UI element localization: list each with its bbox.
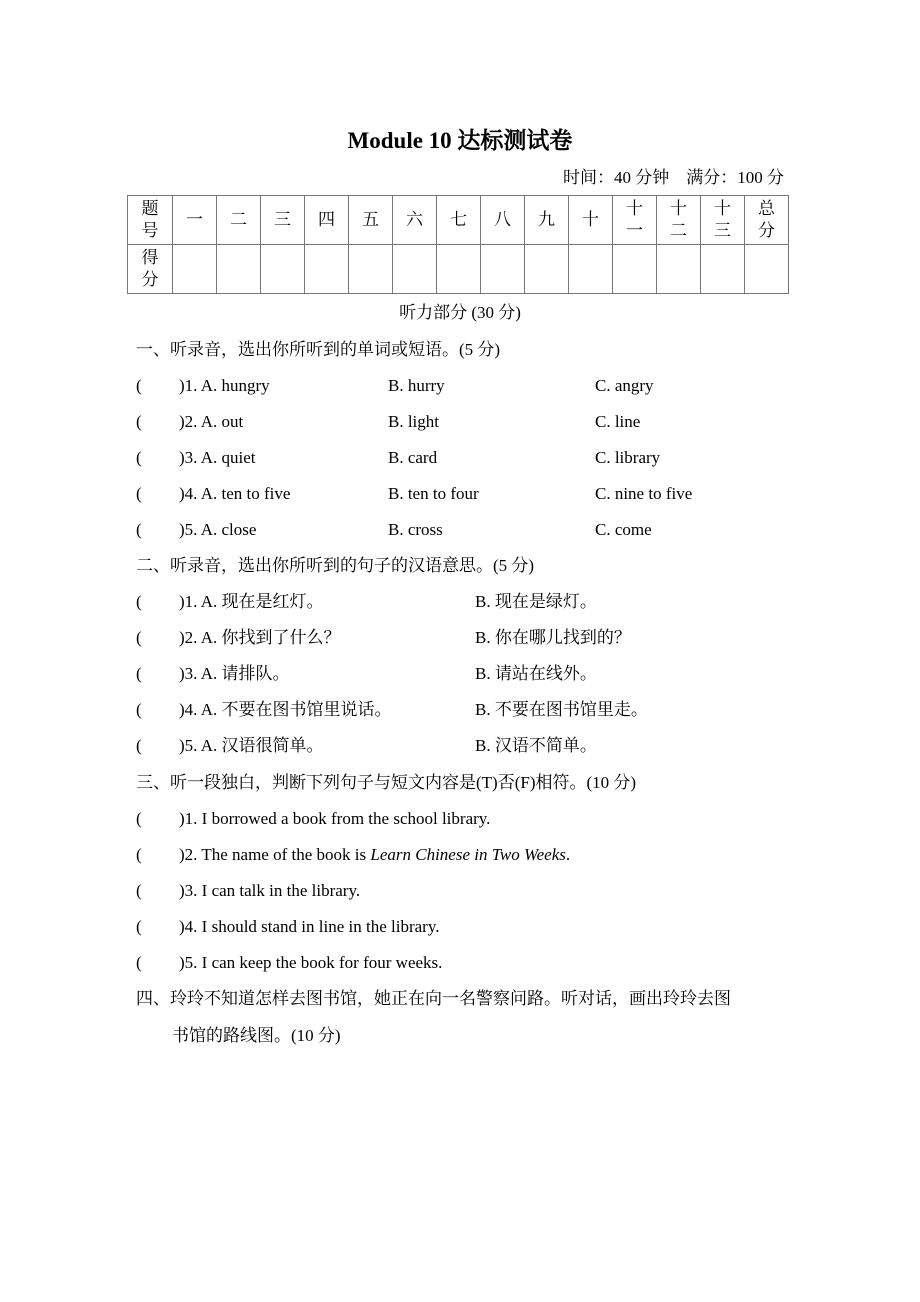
row-header: 题号 [128,196,173,245]
statement-text: )4. I should stand in line in the library. [179,917,440,936]
option-a: )4. A. 不要在图书馆里说话。 [179,700,392,719]
option-a: )4. A. ten to five [179,484,291,503]
statement [179,809,490,829]
statement-text: )2. The name of the book is [179,845,371,864]
option-c: C. library [595,448,661,467]
option-b: B. 汉语不简单。 [475,736,597,755]
answer-blank[interactable]: ( [136,448,142,467]
answer-blank[interactable]: ( [136,845,142,864]
score-cell[interactable] [173,245,217,294]
score-cell[interactable] [349,245,393,294]
section-heading: 四、玲玲不知道怎样去图书馆，她正在向一名警察问路。听对话，画出玲玲去图 [136,989,731,1008]
column-header: 十三 [701,196,745,245]
column-header: 八 [481,196,525,245]
statement [179,953,442,973]
score-table [127,195,789,294]
option-c: C. angry [595,376,654,395]
score-cell[interactable] [569,245,613,294]
score-cell[interactable] [305,245,349,294]
column-header: 四 [305,196,349,245]
row-header: 得分 [128,245,173,294]
column-header: 十 [569,196,613,245]
answer-blank[interactable]: ( [136,592,142,611]
option-b: B. cross [388,520,443,539]
column-header: 总分 [745,196,789,245]
option-b: B. 不要在图书馆里走。 [475,700,648,719]
score-cell[interactable] [393,245,437,294]
score-cell[interactable] [481,245,525,294]
statement-text: )5. I can keep the book for four weeks. [179,953,443,972]
option-c: C. line [595,412,641,431]
option-b: B. card [388,448,438,467]
answer-blank[interactable]: ( [136,520,142,539]
column-header: 六 [393,196,437,245]
column-header: 一 [173,196,217,245]
statement-text: )3. I can talk in the library. [179,881,361,900]
statement [179,917,439,937]
answer-blank[interactable]: ( [136,881,142,900]
option-b: B. ten to four [388,484,479,503]
answer-blank[interactable]: ( [136,700,142,719]
option-a: )3. A. quiet [179,448,256,467]
answer-blank[interactable]: ( [136,953,142,972]
option-b: B. hurry [388,376,445,395]
statement [179,881,360,901]
option-c: C. come [595,520,652,539]
column-header: 七 [437,196,481,245]
answer-blank[interactable]: ( [136,484,142,503]
option-b: B. 现在是绿灯。 [475,592,597,611]
score-cell[interactable] [261,245,305,294]
option-b: B. 你在哪儿找到的？ [475,628,631,647]
answer-blank[interactable]: ( [136,628,142,647]
answer-blank[interactable]: ( [136,809,142,828]
section-heading-cont: 书馆的路线图。(10 分) [172,1026,341,1045]
option-a: )5. A. close [179,520,257,539]
option-a: )5. A. 汉语很简单。 [179,736,324,755]
score-cell[interactable] [701,245,745,294]
score-cell[interactable] [525,245,569,294]
score-cell[interactable] [657,245,701,294]
section-heading: 三、听一段独白，判断下列句子与短文内容是(T)否(F)相符。(10 分) [136,773,637,792]
option-b: B. light [388,412,440,431]
column-header: 二 [217,196,261,245]
statement-text: )1. I borrowed a book from the school library. [179,809,491,828]
column-header: 十一 [613,196,657,245]
statement [179,845,570,865]
answer-blank[interactable]: ( [136,917,142,936]
table-row [128,196,789,245]
exam-meta: 时间：40 分钟 满分：100 分 [563,168,784,187]
option-c: C. nine to five [595,484,693,503]
table-row [128,245,789,294]
option-a: )1. A. hungry [179,376,270,395]
section-heading: 一、听录音，选出你所听到的单词或短语。(5 分) [136,340,501,359]
answer-blank[interactable]: ( [136,412,142,431]
part-heading: 听力部分 (30 分) [399,303,521,322]
score-cell[interactable] [745,245,789,294]
score-cell[interactable] [217,245,261,294]
column-header: 十二 [657,196,701,245]
column-header: 九 [525,196,569,245]
section-heading: 二、听录音，选出你所听到的句子的汉语意思。(5 分) [136,556,535,575]
answer-blank[interactable]: ( [136,376,142,395]
page-title: Module 10 达标测试卷 [347,128,573,153]
book-title: Learn Chinese in Two Weeks [370,845,566,864]
statement-end: . [565,845,571,864]
option-a: )1. A. 现在是红灯。 [179,592,324,611]
column-header: 三 [261,196,305,245]
option-a: )2. A. out [179,412,244,431]
answer-blank[interactable]: ( [136,736,142,755]
option-b: B. 请站在线外。 [475,664,597,683]
option-a: )2. A. 你找到了什么？ [179,628,341,647]
column-header: 五 [349,196,393,245]
option-a: )3. A. 请排队。 [179,664,290,683]
answer-blank[interactable]: ( [136,664,142,683]
score-cell[interactable] [613,245,657,294]
score-cell[interactable] [437,245,481,294]
